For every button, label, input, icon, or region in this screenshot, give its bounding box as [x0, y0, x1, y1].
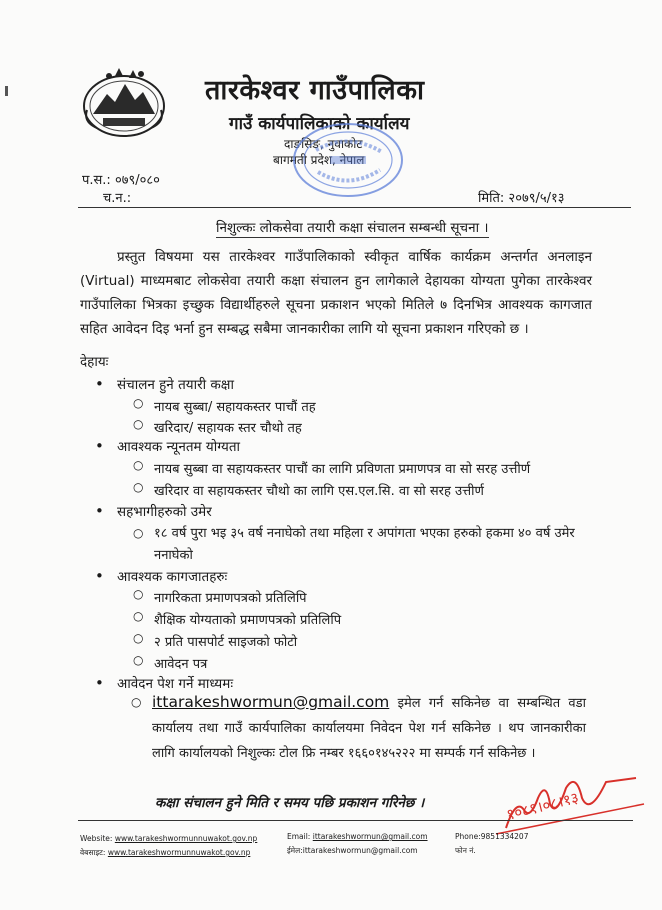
signature-text: १०८१।०८।१३	[504, 788, 581, 824]
section-qualification-title: • आवश्यक न्यूनतम योग्यता	[117, 437, 240, 455]
website-link[interactable]: www.tarakeshwormunnuwakot.gov.np	[114, 834, 258, 843]
margin-mark	[5, 86, 8, 96]
section-age-title: • सहभागीहरुको उमेर	[117, 502, 212, 520]
footer-divider	[78, 820, 633, 821]
dispatch-number: च.न.:	[103, 191, 132, 206]
list-item: ○ आवेदन पत्र	[154, 654, 207, 672]
details-heading: देहायः	[80, 354, 109, 370]
closing-note: कक्षा संचालन हुने मिति र समय पछि प्रकाशन गरिनेछ ।	[155, 795, 425, 811]
footer-email-link[interactable]: ittarakeshwormun@gmail.com	[312, 832, 428, 841]
list-item: ○ खरिदार वा सहायकस्तर चौथो का लागि एस.एल.सि. वा सो सरह उत्तीर्ण	[154, 481, 484, 499]
email-link[interactable]: ittarakeshwormun@gmail.com	[152, 693, 390, 711]
list-item: ○ २ प्रति पासपोर्ट साइजको फोटो	[154, 632, 297, 650]
address-line-2: बागमती प्रदेश, नेपाल	[273, 153, 365, 167]
list-item: ○ खरिदार/ सहायक स्तर चौथो तह	[154, 418, 302, 436]
header-divider	[78, 207, 631, 208]
section-documents-title: • आवश्यक कागजातहरुः	[117, 567, 227, 585]
signature-icon	[486, 758, 646, 838]
section-submission-title: • आवेदन पेश गर्ने माध्यमः	[117, 674, 233, 692]
list-item: ○ शैक्षिक योग्यताको प्रमाणपत्रको प्रतिलिपि	[154, 610, 341, 628]
emblem-logo-icon	[79, 66, 169, 138]
list-item: ○ नायब सुब्बा/ सहायकस्तर पाचौं तह	[154, 397, 316, 415]
letter-number: प.स.: ०७९/०८०	[82, 173, 160, 188]
list-item: ○ १८ वर्ष पुरा भइ ३५ वर्ष ननाघेको तथा महिला र अपांगता भएका हरुको हकमा ४० वर्ष उमेर ननाघेको	[154, 523, 587, 567]
footer-website: Website: www.tarakeshwormunnuwakot.gov.np	[80, 834, 258, 843]
office-subtitle: गाउँ कार्यपालिकाको कार्यालय	[229, 114, 410, 134]
office-stamp-icon	[286, 120, 406, 202]
footer-email-np-value: ittarakeshwormun@gmail.com	[302, 846, 418, 855]
list-item: ○ नागरिकता प्रमाणपत्रको प्रतिलिपि	[154, 588, 307, 606]
footer-phone-np: फोन नं.	[455, 846, 476, 855]
list-bullet: ○	[131, 695, 142, 709]
footer-email-np: ईमेल:ittarakeshwormun@gmail.com	[287, 846, 418, 855]
notice-subject: निशुल्कः लोकसेवा तयारी कक्षा संचालन सम्बन्धी सूचना ।	[216, 220, 489, 236]
section-classes-title: • संचालन हुने तयारी कक्षा	[117, 375, 234, 393]
office-title: तारकेश्वर गाउँपालिका	[205, 75, 425, 106]
letter-date: मिति: २०७९/५/१३	[478, 191, 565, 206]
list-item: ○ नायब सुब्बा वा सहायकस्तर पाचौं का लागि प्रविणता प्रमाणपत्र वा सो सरह उत्तीर्ण	[154, 459, 530, 477]
website-link-np[interactable]: www.tarakeshwormunnuwakot.gov.np	[107, 848, 251, 857]
footer-website-np: वेबसाइट: www.tarakeshwormunnuwakot.gov.np	[80, 848, 251, 857]
footer-email: Email: ittarakeshwormun@gmail.com	[287, 832, 428, 841]
submission-text: इमेल गर्न सकिनेछ वा सम्बन्धित वडा कार्यालय तथा गाउँ कार्यपालिका कार्यालयमा निवेदन पेश गर्न सकिनेछ । थप जानकारीका लागि कार्यालयको निशुल्कः टोल फ्रि नम्बर १६६०१४५२२२ मा सम्पर्क गर्न सकिनेछ ।	[152, 696, 586, 761]
footer-phone: Phone:9851334207	[455, 832, 529, 841]
notice-body: प्रस्तुत विषयमा यस तारकेश्वर गाउँपालिकाको स्वीकृत वार्षिक कार्यक्रम अन्तर्गत अनलाइन (Virtual) माध्यमबाट लोकसेवा तयारी कक्षा संचालन हुन लागेकाले देहायका योग्यता पुगेका तारकेश्वर गाउँपालिका भित्रका इच्छुक विद्यार्थीहरुले सूचना प्रकाशन भएको मितिले ७ दिनभित्र आवश्यक कागजात सहित आवेदन दिइ भर्ना हुन सम्बद्ध सबैमा जानकारीका लागि यो सूचना प्रकाशन गरिएको छ ।	[80, 249, 592, 337]
address-line-1: दाङसिङ, नुवाकोट	[284, 137, 363, 151]
submission-paragraph	[131, 690, 586, 766]
